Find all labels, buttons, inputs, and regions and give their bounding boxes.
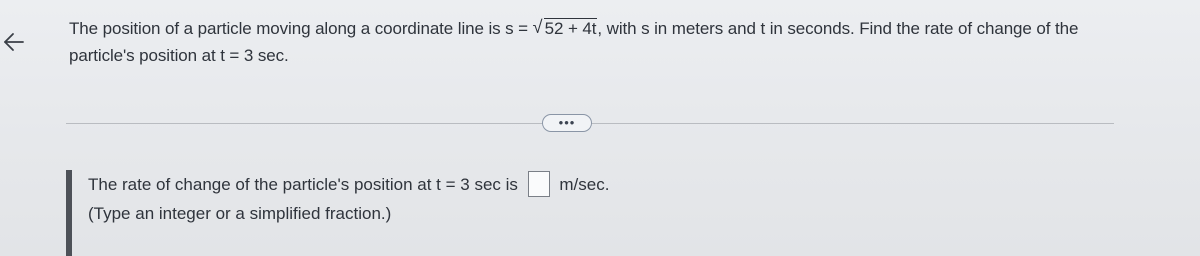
expand-more-button[interactable]: ••• bbox=[542, 114, 592, 132]
question-text-after: , with s in meters and t in seconds. Find the rate of change of the particle's position at t = 3 sec. bbox=[69, 19, 1079, 65]
answer-prompt: The rate of change of the particle's position at t = 3 sec is bbox=[88, 175, 518, 194]
question-text-before: The position of a particle moving along a coordinate line is s = bbox=[69, 19, 529, 38]
answer-line bbox=[88, 171, 609, 198]
answer-input-box[interactable] bbox=[528, 171, 550, 197]
question-text bbox=[69, 15, 1129, 69]
answer-unit: m/sec. bbox=[559, 175, 610, 194]
radicand: 52 + 4t bbox=[544, 19, 597, 38]
answer-section-rule bbox=[66, 170, 72, 256]
left-arrow-icon[interactable] bbox=[2, 30, 26, 54]
answer-format-hint: (Type an integer or a simplified fraction.) bbox=[88, 204, 392, 223]
square-root-expression bbox=[533, 15, 598, 42]
radical-sign: √ bbox=[532, 17, 543, 37]
